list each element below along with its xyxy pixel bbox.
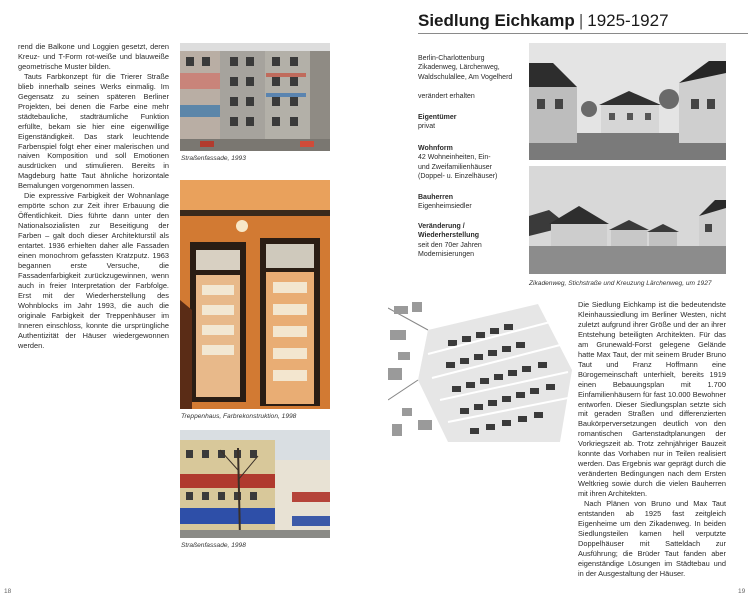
caption-photo-2: Treppenhaus, Farbrekonstruktion, 1998: [181, 413, 297, 420]
left-paragraph: Tauts Farbkonzept für die Trierer Straße blieb innerhalb seines Werks einmalig. Im Gegensatz zu seinen späteren Berliner Projekten, bei denen die Farbe eine mehr städtebauliche, stadträumliche Funktion erfüllte, bekam sie hier eine eigenwillige Eigenständigkeit. Das stark leuchtende Farbenspiel folgt eher einer malerischen und naiven Komposition und soll Emotionen ausdrücken und stimulieren. Bereits in Magdeburg hatte Taut ähnliche horizontale Bemalungen vorgenommen lassen.: [18, 71, 169, 191]
changes-label: Wiederherstellung: [418, 232, 480, 240]
page-title: [418, 11, 669, 31]
owner-label: Eigentümer: [418, 114, 457, 121]
page-number-right: 19: [738, 588, 746, 595]
owner-value: privat: [418, 123, 436, 131]
info-builder: [418, 193, 524, 212]
caption-photo-3: Straßenfassade, 1998: [181, 542, 246, 549]
info-address: [418, 54, 524, 82]
builder-value: Eigenheimsiedler: [418, 203, 472, 211]
title-years: 1925-1927: [587, 11, 669, 30]
caption-photo-1: Straßenfassade, 1993: [181, 155, 246, 162]
photo-facade-1998: [180, 430, 330, 538]
left-paragraph: rend die Balkone und Loggien gesetzt, deren Kreuz- und T-Form rot-weiße und blauweiße geometrische Muster bilden.: [18, 42, 169, 71]
info-owner: [418, 113, 524, 132]
right-text-column: [578, 300, 726, 579]
left-paragraph: Die expressive Farbigkeit der Wohnanlage empörte schon zur Zeit ihrer Erbauung die Öffentlichkeit. Dies führte dann unter den Nationalsozialisten zur Beseitigung der Farben – galt doch dieser Architekturstil als entartet. 1936 erhielten daher alle Fassaden einen monochrom gefassten Kratzputz. 1963 begannen erste Versuche, die Fassadenfarbigkeit zurückzugewinnen, wenn auch in freier Interpretation der Farbfolge. Erst mit der Wiederherstellung des Wohnblocks im Jahr 1993, die auch die originale Farbigkeit der Treppenhäuser im Inneren einschloss, konnte die ursprüngliche Authentizität der Häuser wiedergewonnen werden.: [18, 191, 169, 350]
left-text-column: [18, 42, 169, 351]
changes-value: seit den 70er Jahren: [418, 241, 482, 249]
title-text: Siedlung Eichkamp: [418, 11, 575, 30]
photo-street-1927: [529, 166, 726, 274]
builder-label: Bauherren: [418, 194, 454, 201]
photo-stairwell: [180, 180, 330, 409]
right-paragraph: Nach Plänen von Bruno und Max Taut entstanden ab 1925 fast zeitgleich Eigenheime um den Zikadenweg. In beiden Siedlungsteilen kamen hell verputzte Doppelhäuser mit Satteldach zur Ausführung; die Brüder Taut fanden aber eigenständige Lösungen im Städtebau und in der Ausgestaltung der Häuser.: [578, 499, 726, 578]
housing-value: (Doppel- u. Einzelhäuser): [418, 173, 498, 181]
changes-value: Modernisierungen: [418, 251, 475, 259]
title-separator: |: [578, 11, 584, 30]
site-plan-map: [388, 300, 572, 442]
housing-value: 42 Wohneinheiten, Ein-: [418, 154, 491, 162]
address-line: Zikadenweg, Lärchenweg,: [418, 64, 500, 72]
changes-label: Veränderung /: [418, 223, 465, 230]
photo-houses-bw: [529, 43, 726, 160]
info-changes: [418, 222, 524, 260]
page-number-left: 18: [4, 588, 12, 595]
title-rule: [418, 33, 748, 34]
info-status: verändert erhalten: [418, 93, 475, 100]
housing-label: Wohnform: [418, 145, 453, 152]
caption-photo-5: Zikadenweg, Stichstraße und Kreuzung Lärchenweg, um 1927: [529, 280, 712, 287]
info-housing: [418, 144, 524, 182]
housing-value: und Zweifamilienhäuser: [418, 163, 492, 171]
right-paragraph: Die Siedlung Eichkamp ist die bedeutendste Kleinhaussiedlung im Berliner Westen, nicht zuletzt aufgrund ihrer Größe und der an ihrer Entstehung beteiligten Architekten. Für das am Grunewald-Forst gelegene Gelände hatte Max Taut, der mit seinem Bruder Bruno Taut und Franz Hoffmann eine Bürogemeinschaft unterhielt, bereits 1919 einen Bebauungsplan mit 1.700 Einfamilienhäusern für fast 10.000 Bewohner entworfen. Dieser Siedlungsplan setzte sich mit geraden Straßen und differenzierten Baukörperversetzungen deutlich von den romantischen Gartenstadtplanungen der Vorkriegszeit ab. Trotz zehnjähriger Bauzeit konnte das Vorhaben nur in Teilen realisiert werden. Das Ergebnis war geprägt durch die veränderten Bedingungen nach dem Ersten Weltkrieg sowie durch die vielen Bauherren mit ihren Architekten.: [578, 300, 726, 499]
photo-facade-1993: [180, 43, 330, 151]
address-line: Berlin-Charlottenburg: [418, 55, 485, 62]
address-line: Waldschulallee, Am Vogelherd: [418, 73, 513, 81]
